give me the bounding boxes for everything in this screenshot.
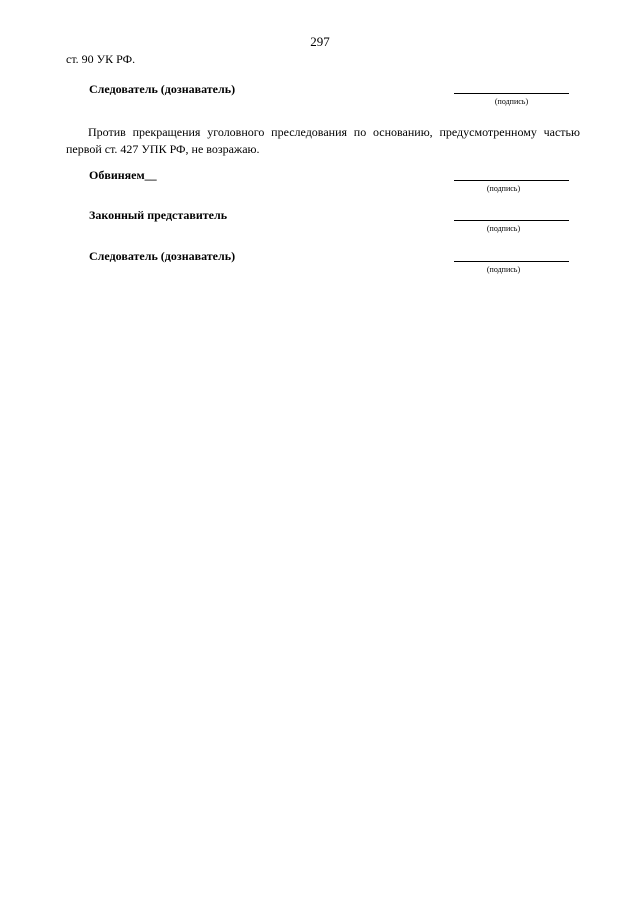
signature-line: [454, 261, 569, 262]
signature-line: [454, 180, 569, 181]
signature-line: [454, 220, 569, 221]
signature-caption: (подпись): [486, 265, 521, 274]
signature-caption: (подпись): [486, 184, 521, 193]
signature-caption: (подпись): [486, 224, 521, 233]
no-objection-paragraph: Против прекращения уголовного преследования по основанию, предусмотренному частью первой ст. 427 УПК РФ, не возражаю.: [66, 125, 580, 156]
signature-role-legal-representative: Законный представитель: [89, 208, 228, 222]
signature-role-investigator-top: Следователь (дознаватель): [89, 82, 236, 96]
signature-role-accused: Обвиняем__: [89, 168, 157, 182]
signature-caption: (подпись): [494, 97, 529, 106]
signature-line: [454, 93, 569, 94]
page-number: 297: [310, 34, 330, 49]
signature-role-investigator-bottom: Следователь (дознаватель): [89, 249, 236, 263]
intro-line: ст. 90 УК РФ.: [66, 52, 136, 66]
